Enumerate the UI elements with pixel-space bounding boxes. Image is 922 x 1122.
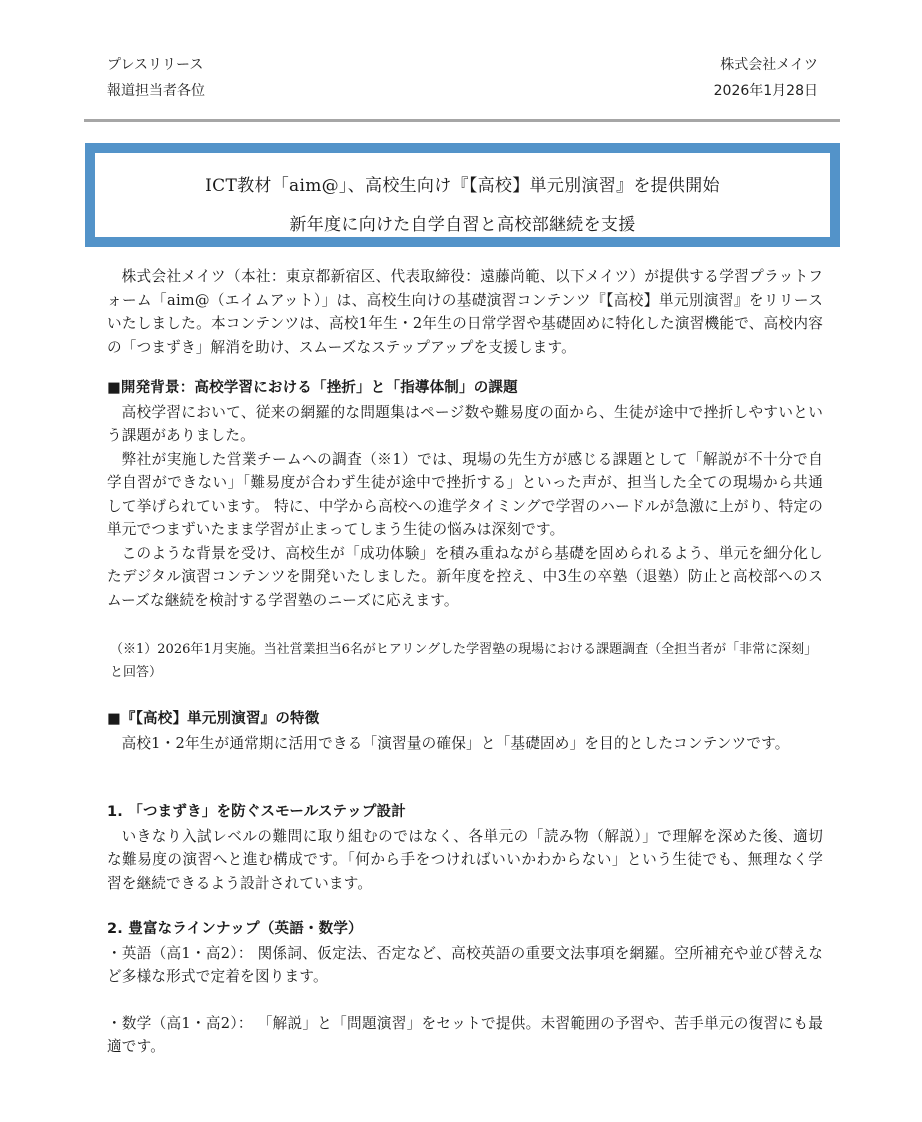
feature-2-heading: 2. 豊富なラインナップ（英語・数学） [107, 921, 363, 937]
feature-2-math: ・数学（高1・高2）： 「解説」と「問題演習」をセットで提供。未習範囲の予習や、苦手単元の復習にも最適です。 [107, 1014, 823, 1055]
features-heading: ■『【高校】単元別演習』の特徴 [107, 711, 320, 727]
recipient-label: 報道担当者各位 [107, 83, 205, 99]
release-date: 2026年1月28日 [713, 83, 818, 99]
features-intro: 高校1・2年生が通常期に活用できる「演習量の確保」と「基礎固め」を目的としたコンテンツです。 [121, 734, 790, 752]
background-paragraph-3: このような背景を受け、高校生が「成功体験」を積み重ねながら基礎を固められるよう、単元を細分化したデジタル演習コンテンツを開発いたしました。新年度を控え、中3生の卒塾（退塾）防止と高校部へのスムーズな継続を検討する学習塾のニーズに応えます。 [107, 544, 823, 609]
feature-1-text: いきなり入試レベルの難問に取り組むのではなく、各単元の「読み物（解説）」で理解を深めた後、適切な難易度の演習へと進む構成です。「何から手をつければいいかわからない」という生徒でも、無理なく学習を継続できるよう設計されています。 [107, 827, 823, 892]
background-paragraph-2: 弊社が実施した営業チームへの調査（※1）では、現場の先生方が感じる課題として「解説が不十分で自学自習ができない」「難易度が合わず生徒が途中で挫折する」といった声が、担当した全ての現場から共通して挙げられています。 特に、中学から高校への進学タイミングで学習のハードルが急激に上がり、特定の単元でつまずいたまま学習が止まってしまう生徒の悩みは深刻です。 [107, 450, 823, 538]
intro-section [107, 265, 823, 359]
feature-2 [107, 918, 823, 1059]
background-section [107, 377, 823, 612]
intro-paragraph: 株式会社メイツ（本社：東京都新宿区、代表取締役：遠藤尚範、以下メイツ）が提供する学習プラットフォーム「aim@（エイムアット）」は、高校生向けの基礎演習コンテンツ『【高校】単元別演習』をリリースいたしました。本コンテンツは、高校1年生・2年生の日常学習や基礎固めに特化した演習機能で、高校内容の「つまずき」解消を助け、スムーズなステップアップを支援します。 [107, 268, 823, 356]
footnote: （※1）2026年1月実施。当社営業担当6名がヒアリングした学習塾の現場における課題調査（全担当者が「非常に深刻」と回答） [110, 642, 818, 680]
company-name: 株式会社メイツ [720, 57, 818, 73]
feature-2-english: ・英語（高1・高2）： 関係詞、仮定法、否定など、高校英語の重要文法事項を網羅。空所補充や並び替えなど多様な形式で定着を図ります。 [107, 944, 823, 985]
header-divider [84, 119, 840, 122]
feature-1-heading: 1. 「つまずき」を防ぐスモールステップ設計 [107, 804, 406, 820]
background-heading: ■開発背景：高校学習における「挫折」と「指導体制」の課題 [107, 380, 518, 396]
title-line-2: 新年度に向けた自学自習と高校部継続を支援 [289, 215, 636, 235]
background-paragraph-1: 高校学習において、従来の網羅的な問題集はページ数や難易度の面から、生徒が途中で挫折しやすいという課題がありました。 [107, 403, 823, 444]
title-box [85, 143, 840, 247]
doc-type-label: プレスリリース [107, 57, 204, 73]
title-line-1: ICT教材「aim@」、高校生向け『【高校】単元別演習』を提供開始 [205, 176, 720, 196]
feature-1 [107, 801, 823, 895]
features-section [107, 708, 823, 755]
